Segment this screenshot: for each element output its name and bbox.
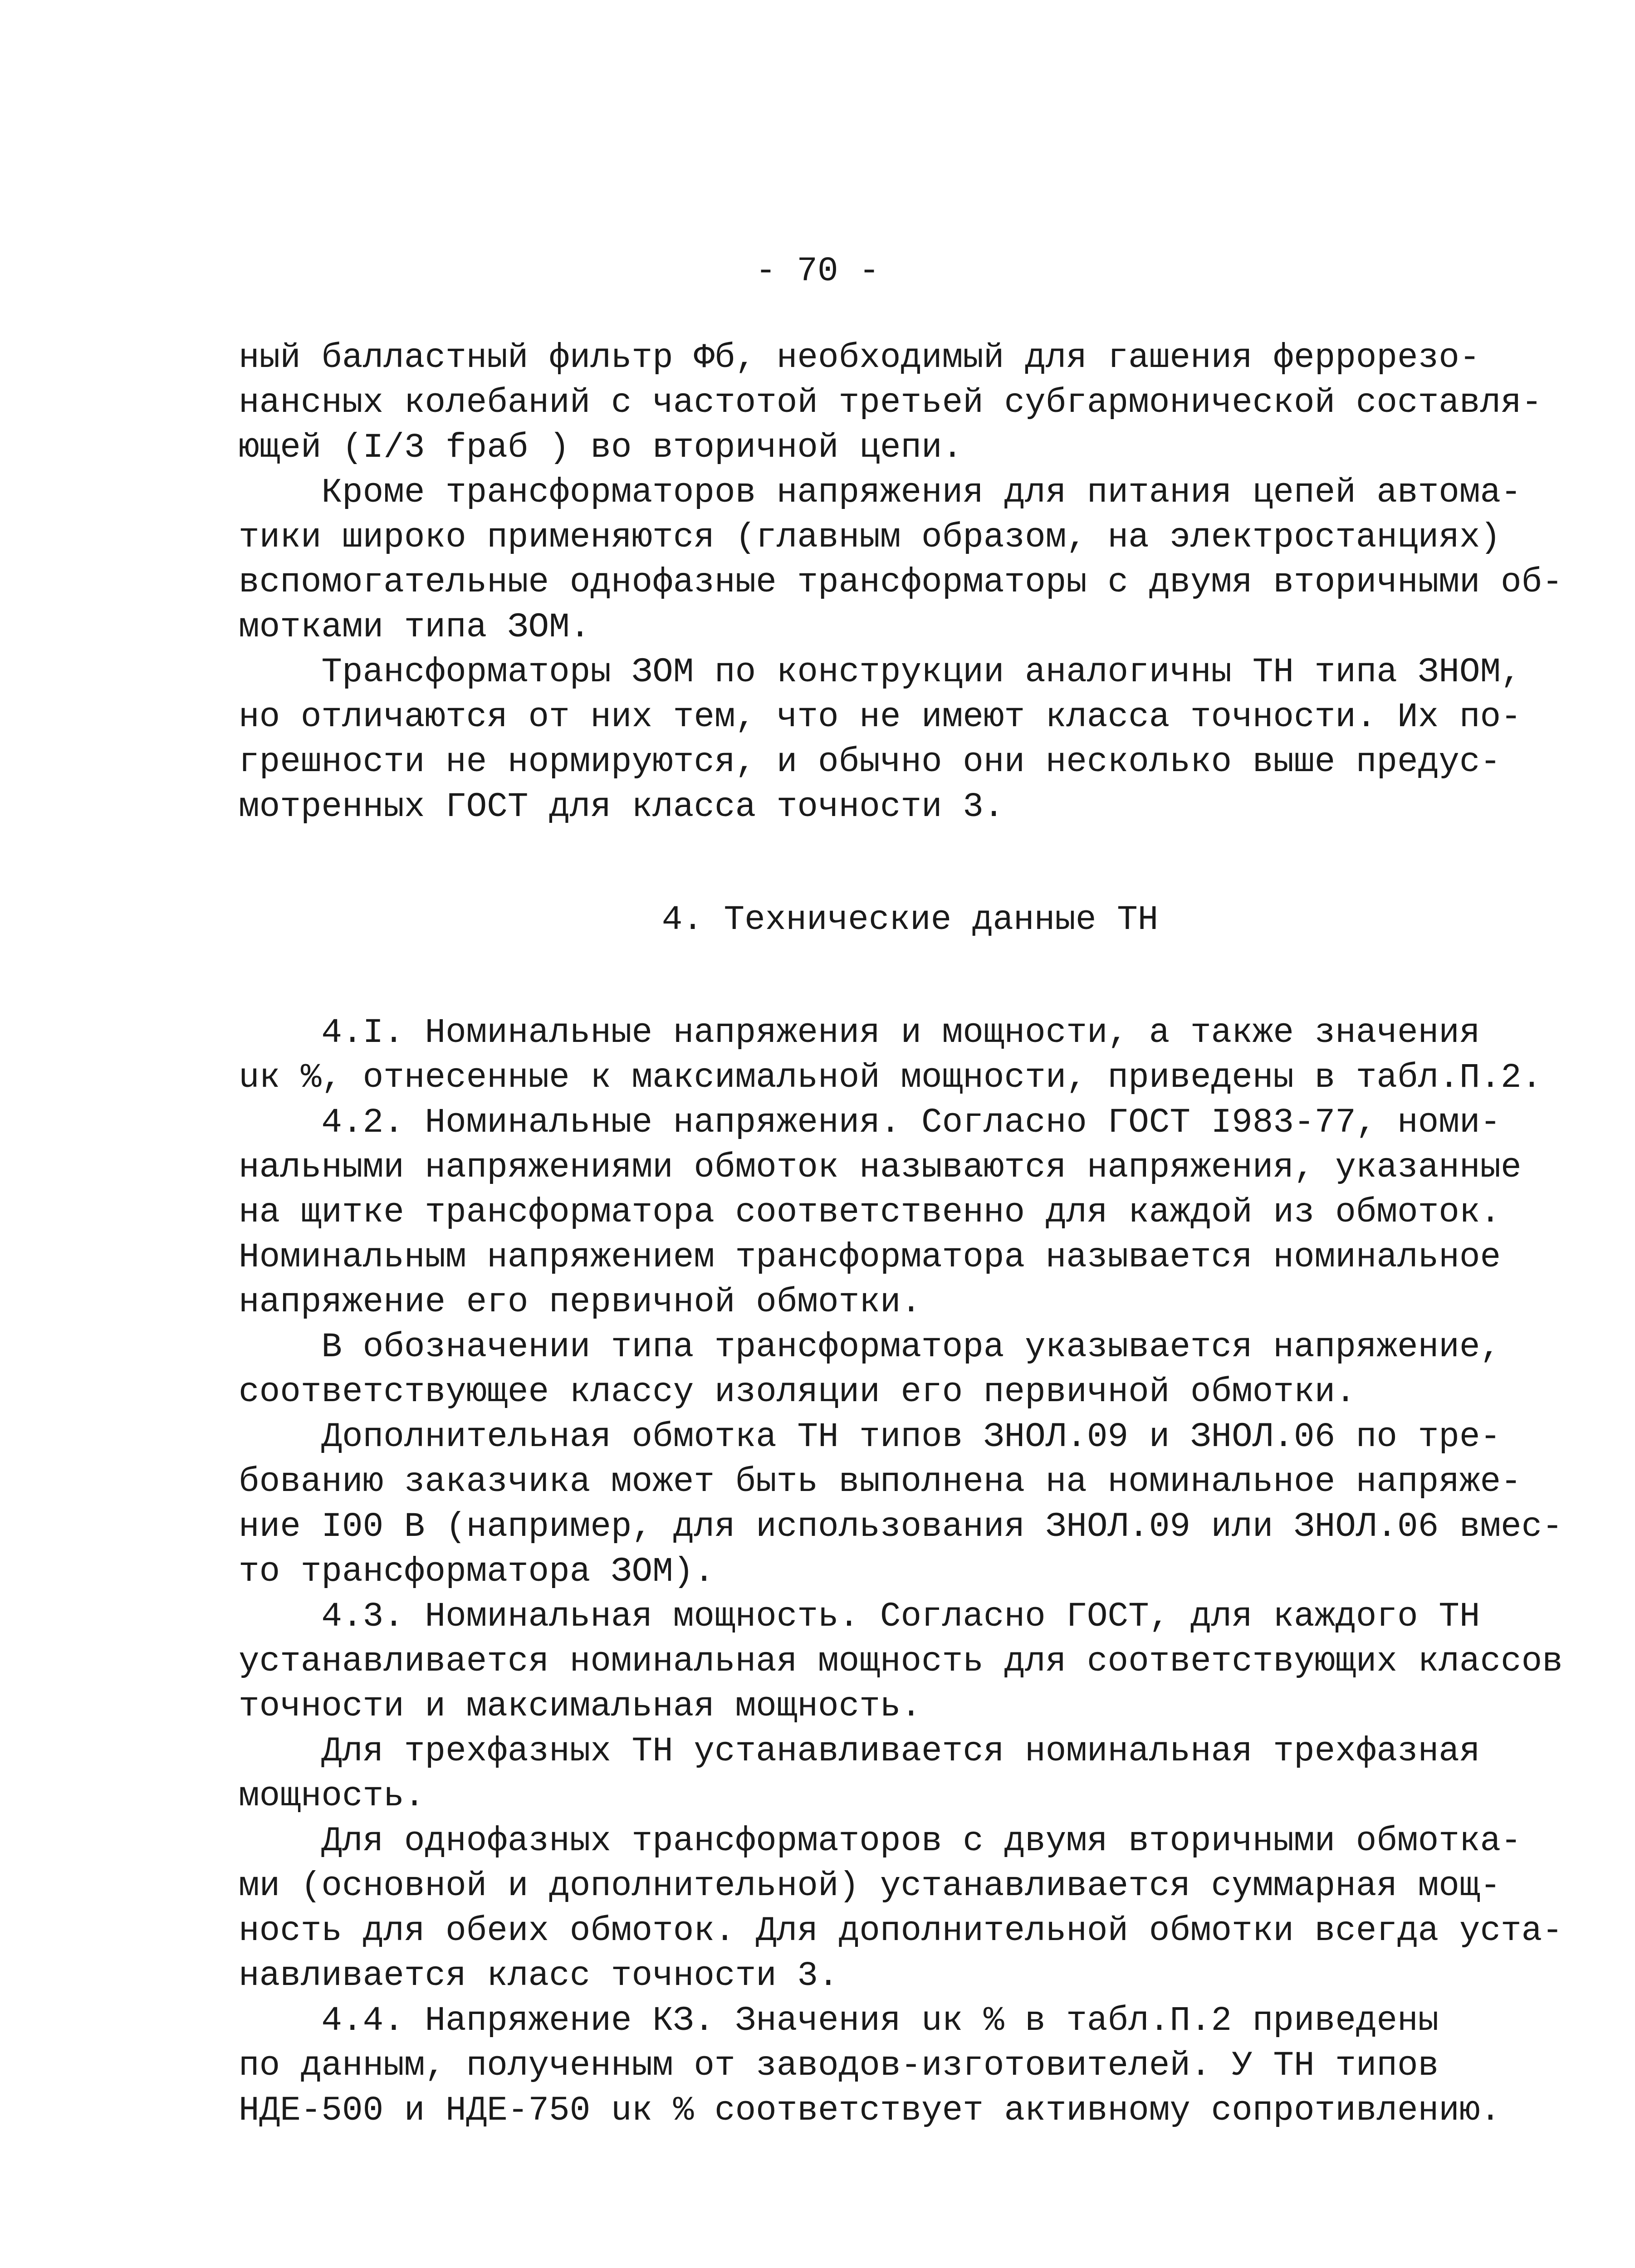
text-line: В обозначении типа трансформатора указывается напряжение,	[239, 1328, 1501, 1367]
text-line: навливается класс точности 3.	[239, 1956, 839, 1995]
text-line: Кроме трансформаторов напряжения для питания цепей автома-	[239, 473, 1522, 512]
text-line: мощность.	[239, 1777, 425, 1816]
text-line: ный балластный фильтр Фб, необходимый для гашения феррорезо-	[239, 338, 1480, 377]
text-line: 4.4. Напряжение КЗ. Значения uк % в табл.П.2 приведены	[239, 2001, 1439, 2040]
text-line: ность для обеих обмоток. Для дополнительной обмотки всегда уста-	[239, 1911, 1563, 1950]
text-line: по данным, полученным от заводов-изготовителей. У ТН типов	[239, 2046, 1439, 2085]
page-number: - 70 -	[755, 252, 880, 291]
text-line: вспомогательные однофазные трансформаторы с двумя вторичными об-	[239, 563, 1563, 602]
text-line: uк %, отнесенные к максимальной мощности, приведены в табл.П.2.	[239, 1058, 1542, 1097]
text-line: грешности не нормируются, и обычно они несколько выше предус-	[239, 743, 1501, 782]
text-line: Трансформаторы ЗОМ по конструкции аналогичны ТН типа ЗНОМ,	[239, 653, 1522, 692]
text-line: бованию заказчика может быть выполнена на номинальное напряже-	[239, 1462, 1522, 1501]
text-line: соответствующее классу изоляции его первичной обмотки.	[239, 1373, 1356, 1412]
text-line: нансных колебаний с частотой третьей субгармонической составля-	[239, 383, 1542, 422]
text-line: 4.I. Номинальные напряжения и мощности, а также значения	[239, 1013, 1480, 1052]
text-line: ми (основной и дополнительной) устанавливается суммарная мощ-	[239, 1867, 1501, 1906]
text-line: мотренных ГОСТ для класса точности 3.	[239, 787, 1004, 826]
text-line: Для однофазных трансформаторов с двумя вторичными обмотка-	[239, 1822, 1522, 1861]
text-line: Номинальным напряжением трансформатора называется номинальное	[239, 1238, 1501, 1277]
text-line: точности и максимальная мощность.	[239, 1687, 922, 1726]
text-line: то трансформатора ЗОМ).	[239, 1552, 715, 1591]
text-line: 4.3. Номинальная мощность. Согласно ГОСТ, для каждого ТН	[239, 1597, 1480, 1636]
text-line: Для трехфазных ТН устанавливается номинальная трехфазная	[239, 1732, 1480, 1771]
text-line: ние I00 В (например, для использования ЗНОЛ.09 или ЗНОЛ.06 вмес-	[239, 1507, 1563, 1546]
text-line: 4.2. Номинальные напряжения. Согласно ГОСТ I983-77, номи-	[239, 1103, 1501, 1142]
text-line: тики широко применяются (главным образом, на электростанциях)	[239, 518, 1501, 557]
text-line: Дополнительная обмотка ТН типов ЗНОЛ.09 и ЗНОЛ.06 по тре-	[239, 1418, 1501, 1457]
text-line: на щитке трансформатора соответственно для каждой из обмоток.	[239, 1193, 1501, 1232]
text-line: нальными напряжениями обмоток называются напряжения, указанные	[239, 1148, 1522, 1187]
paragraph-block-intro	[239, 336, 1563, 830]
document-body	[239, 336, 1563, 2133]
text-line: НДЕ-500 и НДЕ-750 uк % соответствует активному сопротивлению.	[239, 2091, 1501, 2130]
text-line: ющей (I/3 fраб ) во вторичной цепи.	[239, 428, 963, 467]
text-line: напряжение его первичной обмотки.	[239, 1283, 922, 1322]
paragraph-block-technical-data	[239, 1011, 1563, 2133]
text-line: но отличаются от них тем, что не имеют класса точности. Их по-	[239, 698, 1522, 737]
text-line: устанавливается номинальная мощность для соответствующих классов	[239, 1642, 1563, 1681]
section-heading: 4. Технические данные ТН	[661, 900, 1159, 939]
text-line: мотками типа ЗОМ.	[239, 608, 591, 647]
